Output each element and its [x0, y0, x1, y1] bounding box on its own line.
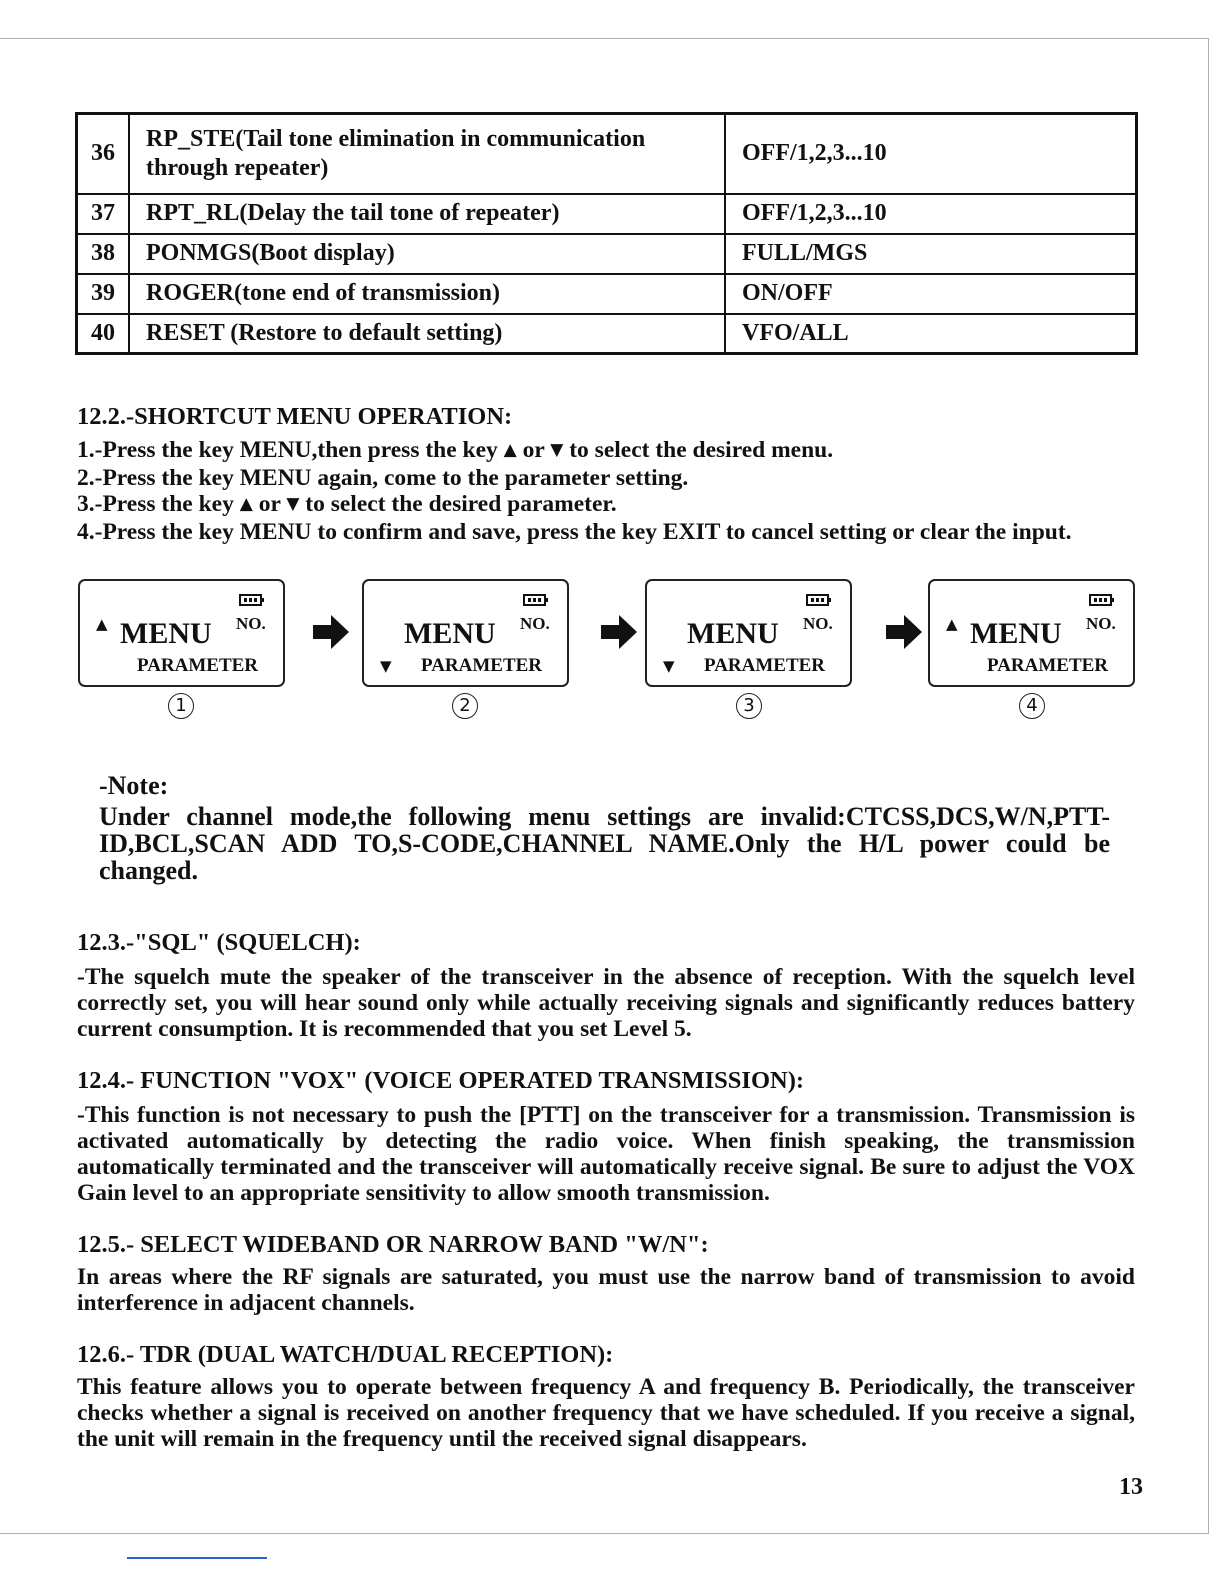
table-row: [77, 314, 1137, 354]
right-arrow-icon: [313, 615, 349, 649]
row-value: OFF/1,2,3...10: [725, 194, 1137, 234]
down-triangle-icon: ▼: [286, 494, 300, 514]
lcd-screen-2: [362, 579, 569, 687]
step-1: [77, 437, 1072, 465]
lcd-no-label: NO.: [236, 614, 266, 633]
down-triangle-icon: ▼: [380, 657, 392, 675]
wn-heading: 12.5.- SELECT WIDEBAND OR NARROW BAND "W/N":: [77, 1231, 709, 1258]
row-value: VFO/ALL: [725, 314, 1137, 354]
row-number: 40: [77, 314, 130, 354]
vox-heading: 12.4.- FUNCTION "VOX" (VOICE OPERATED TRANSMISSION):: [77, 1067, 805, 1094]
tdr-body: This feature allows you to operate between frequency A and frequency B. Periodically, the transceiver checks whether a signal is received on another frequency that we have scheduled. If you receive a signal, the unit will remain in the frequency until the received signal disappears.: [77, 1374, 1135, 1452]
row-name: RPT_RL(Delay the tail tone of repeater): [129, 194, 725, 234]
lcd-menu-label: MENU: [120, 617, 212, 650]
up-triangle-icon: ▲: [96, 615, 108, 633]
row-name: RESET (Restore to default setting): [129, 314, 725, 354]
link-underline: [127, 1557, 267, 1559]
row-value: OFF/1,2,3...10: [725, 114, 1137, 194]
row-value: FULL/MGS: [725, 234, 1137, 274]
step-number-1: 1: [168, 693, 194, 719]
step-4: 4.-Press the key MENU to confirm and save, press the key EXIT to cancel setting or clear the input.: [77, 519, 1072, 545]
or-word: or: [258, 491, 281, 517]
sql-body: -The squelch mute the speaker of the transceiver in the absence of reception. With the squelch level correctly set, you will hear sound only while actually receiving signals and significantly reduces battery current consumption. It is recommended that you set Level 5.: [77, 964, 1135, 1042]
note-body: Under channel mode,the following menu settings are invalid:CTCSS,DCS,W/N,PTT-ID,BCL,SCAN ADD TO,S-CODE,CHANNEL NAME.Only the H/L power could be changed.: [99, 802, 1110, 885]
page-number: 13: [1119, 1474, 1143, 1500]
row-number: 38: [77, 234, 130, 274]
shortcut-heading: 12.2.-SHORTCUT MENU OPERATION:: [77, 403, 513, 430]
step-2: 2.-Press the key MENU again, come to the parameter setting.: [77, 465, 689, 491]
row-value: ON/OFF: [725, 274, 1137, 314]
lcd-screen-4: [928, 579, 1135, 687]
row-number: 37: [77, 194, 130, 234]
battery-icon: [1089, 593, 1115, 607]
lcd-parameter-label: PARAMETER: [987, 655, 1109, 676]
shortcut-steps: [77, 437, 1072, 545]
right-arrow-icon: [601, 615, 637, 649]
step-3-tail: to select the desired parameter.: [305, 491, 617, 517]
row-number: 39: [77, 274, 130, 314]
note-title: -Note:: [99, 771, 169, 800]
lcd-menu-label: MENU: [404, 617, 496, 650]
lcd-parameter-label: PARAMETER: [704, 655, 826, 676]
row-number: 36: [77, 114, 130, 194]
lcd-screen-3: [645, 579, 852, 687]
lcd-no-label: NO.: [520, 614, 550, 633]
row-name: ROGER(tone end of transmission): [129, 274, 725, 314]
table-row: [77, 114, 1137, 194]
tdr-heading: 12.6.- TDR (DUAL WATCH/DUAL RECEPTION):: [77, 1341, 614, 1368]
wn-body: In areas where the RF signals are saturated, you must use the narrow band of transmission to avoid interference in adjacent channels.: [77, 1264, 1135, 1316]
down-triangle-icon: ▼: [663, 657, 675, 675]
row-name: RP_STE(Tail tone elimination in communication through repeater): [129, 114, 725, 194]
up-triangle-icon: ▲: [503, 440, 517, 460]
right-arrow-icon: [886, 615, 922, 649]
step-1-text: 1.-Press the key MENU,then press the key: [77, 437, 498, 463]
or-word: or: [522, 437, 545, 463]
vox-body: -This function is not necessary to push the [PTT] on the transceiver for a transmission. Transmission is activated automatically by detecting the radio voice. When finish speaking, the transmission automatically terminated and the transceiver will automatically receive signal. Be sure to adjust the VOX Gain level to an appropriate sensitivity to allow smooth transmission.: [77, 1102, 1135, 1206]
step-number-4: 4: [1019, 693, 1045, 719]
up-triangle-icon: ▲: [239, 494, 253, 514]
menu-settings-table: [75, 112, 1138, 355]
lcd-screen-1: [78, 579, 285, 687]
lcd-no-label: NO.: [803, 614, 833, 633]
down-triangle-icon: ▼: [550, 440, 564, 460]
table-row: [77, 234, 1137, 274]
step-number-2: 2: [452, 693, 478, 719]
sql-heading: 12.3.-"SQL" (SQUELCH):: [77, 929, 361, 956]
table-row: [77, 194, 1137, 234]
row-name: PONMGS(Boot display): [129, 234, 725, 274]
up-triangle-icon: ▲: [946, 615, 958, 633]
battery-icon: [806, 593, 832, 607]
battery-icon: [239, 593, 265, 607]
battery-icon: [523, 593, 549, 607]
lcd-parameter-label: PARAMETER: [137, 655, 259, 676]
lcd-menu-label: MENU: [687, 617, 779, 650]
table-row: [77, 274, 1137, 314]
lcd-parameter-label: PARAMETER: [421, 655, 543, 676]
lcd-menu-label: MENU: [970, 617, 1062, 650]
step-3-text: 3.-Press the key: [77, 491, 234, 517]
step-number-3: 3: [736, 693, 762, 719]
step-1-tail: to select the desired menu.: [569, 437, 834, 463]
step-3: [77, 491, 1072, 519]
lcd-no-label: NO.: [1086, 614, 1116, 633]
